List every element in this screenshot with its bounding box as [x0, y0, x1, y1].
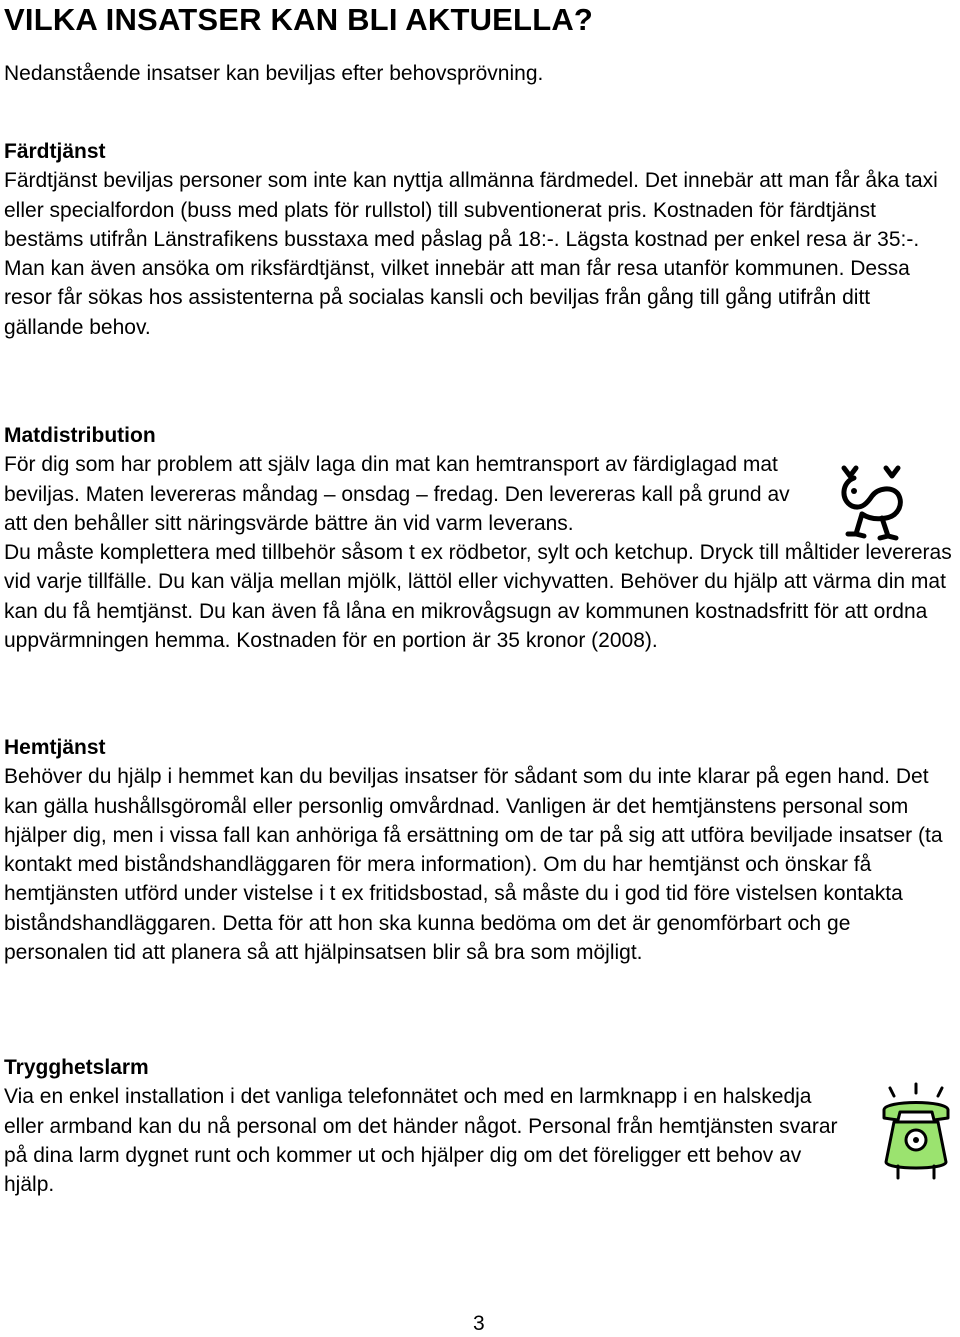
section-heading-fardtjanst: Färdtjänst: [4, 140, 106, 163]
section-heading-hemtjanst: Hemtjänst: [4, 736, 106, 759]
page-number: 3: [473, 1312, 485, 1335]
section-text-trygghetslarm: Via en enkel installation i det vanliga telefonnätet och med en larmknapp i en halskedja eller armband kan du nå personal om det händer något. Personal från hemtjänsten svarar på dina larm dygnet runt och kommer ut och hjälper dig om det föreligger ett behov av hjälp.: [4, 1085, 838, 1197]
section-text-matdistribution-part2: Du måste komplettera med tillbehör såsom t ex rödbetor, sylt och ketchup. Dryck till måltider levereras vid varje tillfälle. Du kan välja mellan mjölk, lättöl eller vichyvatten. Behöver du hjälp att värma din mat kan du få hemtjänst. Du kan även få låna en mikrovågsugn av kommunen kostnadsfritt för att ordna uppvärmningen hemma. Kostnaden för en portion är 35 kronor (2008).: [4, 541, 952, 653]
section-heading-matdistribution: Matdistribution: [4, 424, 156, 447]
section-matdistribution: [4, 421, 959, 655]
intro-text: Nedanstående insatser kan beviljas efter behovsprövning.: [4, 62, 544, 85]
section-text-fardtjanst: Färdtjänst beviljas personer som inte kan nyttja allmänna färdmedel. Det innebär att man får åka taxi eller specialfordon (buss med plats för rullstol) till subventionerat pris. Kostnaden för färdtjänst bestäms utifrån Länstrafikens busstaxa med påslag på 18:-. Lägsta kostnad per enkel resa är 35:-. Man kan även ansöka om riksfärdtjänst, vilket innebär att man får resa utanför kommunen. Dessa resor får sökas hos assistenterna på socialas kansli och beviljas från gång till gång utifrån ditt gällande behov.: [4, 169, 938, 339]
page-title: VILKA INSATSER KAN BLI AKTUELLA?: [4, 2, 594, 37]
rooster-icon: [832, 458, 912, 543]
section-hemtjanst: [4, 733, 960, 967]
section-trygghetslarm: [4, 1053, 854, 1199]
section-heading-trygghetslarm: Trygghetslarm: [4, 1056, 149, 1079]
section-text-hemtjanst: Behöver du hjälp i hemmet kan du beviljas insatser för sådant som du inte klarar på egen hand. Det kan gälla hushållsgöromål eller personlig omvårdnad. Vanligen är det hemtjänstens personal som hjälper dig, men i vissa fall kan anhöriga få ersättning om de tar på sig att utföra beviljade insatser (ta kontakt med biståndshandläggaren för mera information). Om du har hemtjänst och önskar få hemtjänsten utförd under vistelse i t ex fritidsbostad, så måste du i god tid före vistelsen kontakta biståndshandläggaren. Detta för att hon ska kunna bedöma om det är genomförbart och ge personalen tid att planera så att hjälpinsatsen blir så bra som möjligt.: [4, 765, 943, 965]
telephone-icon: [876, 1082, 956, 1182]
section-fardtjanst: [4, 137, 954, 342]
section-text-matdistribution-part1: För dig som har problem att själv laga din mat kan hemtransport av färdiglagad mat beviljas. Maten levereras måndag – onsdag – fredag. Den levereras kall på grund av att den behåller sitt näringsvärde bättre än vid varm leverans.: [4, 453, 790, 535]
